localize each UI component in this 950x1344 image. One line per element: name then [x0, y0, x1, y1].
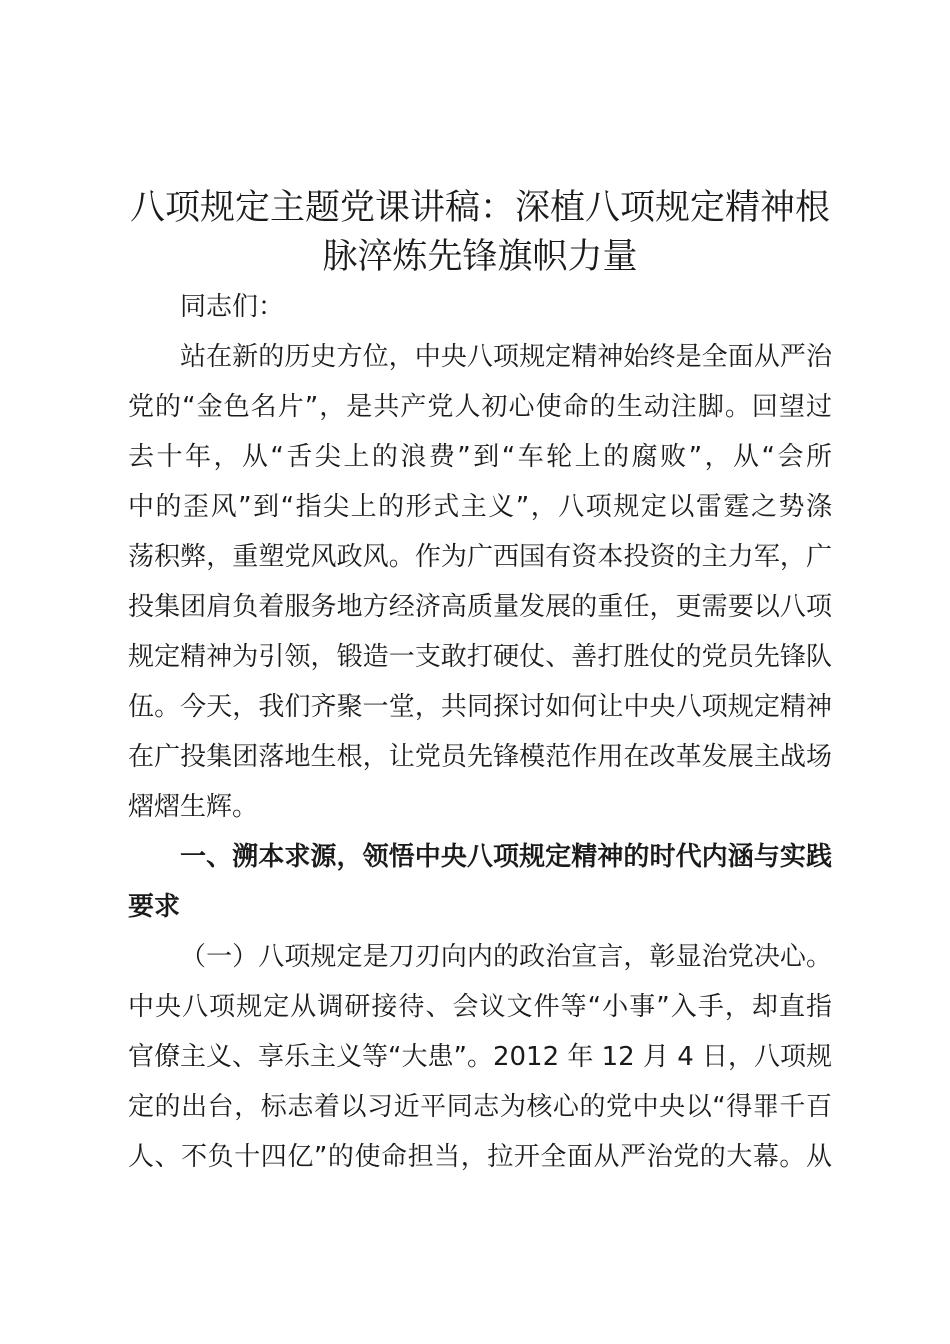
paragraph-line: 官僚主义、享乐主义等“大患”。2012 年 12 月 4 日，八项规	[128, 1042, 833, 1072]
paragraph-line: 党的“金色名片”，是共产党人初心使命的生动注脚。回望过	[128, 392, 832, 422]
paragraph-line: 投集团肩负着服务地方经济高质量发展的重任，更需要以八项	[128, 592, 832, 622]
paragraph-line: 中的歪风”到“指尖上的形式主义”，八项规定以雷霆之势涤	[128, 492, 832, 522]
salutation: 同志们：	[180, 292, 285, 322]
section-heading: 一、溯本求源，领悟中央八项规定精神的时代内涵与实践	[180, 842, 832, 872]
paragraph-line: 定的出台，标志着以习近平同志为核心的党中央以“得罪千百	[128, 1092, 832, 1122]
subsection-heading: （一）八项规定是刀刃向内的政治宣言，彰显治党决心。	[180, 942, 832, 972]
paragraph-line: 伍。今天，我们齐聚一堂，共同探讨如何让中央八项规定精神	[128, 692, 832, 722]
paragraph-line: 去十年，从“舌尖上的浪费”到“车轮上的腐败”，从“会所	[128, 442, 832, 472]
paragraph-line: 规定精神为引领，锻造一支敢打硬仗、善打胜仗的党员先锋队	[128, 642, 832, 672]
paragraph-line: 熠熠生辉。	[128, 792, 259, 822]
document-title-line-2: 脉淬炼先锋旗帜力量	[322, 237, 638, 277]
document-title-line-1: 八项规定主题党课讲稿：深植八项规定精神根	[129, 188, 830, 228]
section-heading: 要求	[128, 892, 181, 922]
paragraph-line: 在广投集团落地生根，让党员先锋模范作用在改革发展主战场	[128, 742, 832, 772]
paragraph-line: 荡积弊，重塑党风政风。作为广西国有资本投资的主力军，广	[128, 542, 832, 572]
paragraph-line: 人、不负十四亿”的使命担当，拉开全面从严治党的大幕。从	[128, 1142, 832, 1172]
paragraph-line: 中央八项规定从调研接待、会议文件等“小事”入手，却直指	[128, 992, 832, 1022]
paragraph-line: 站在新的历史方位，中央八项规定精神始终是全面从严治	[180, 342, 832, 372]
